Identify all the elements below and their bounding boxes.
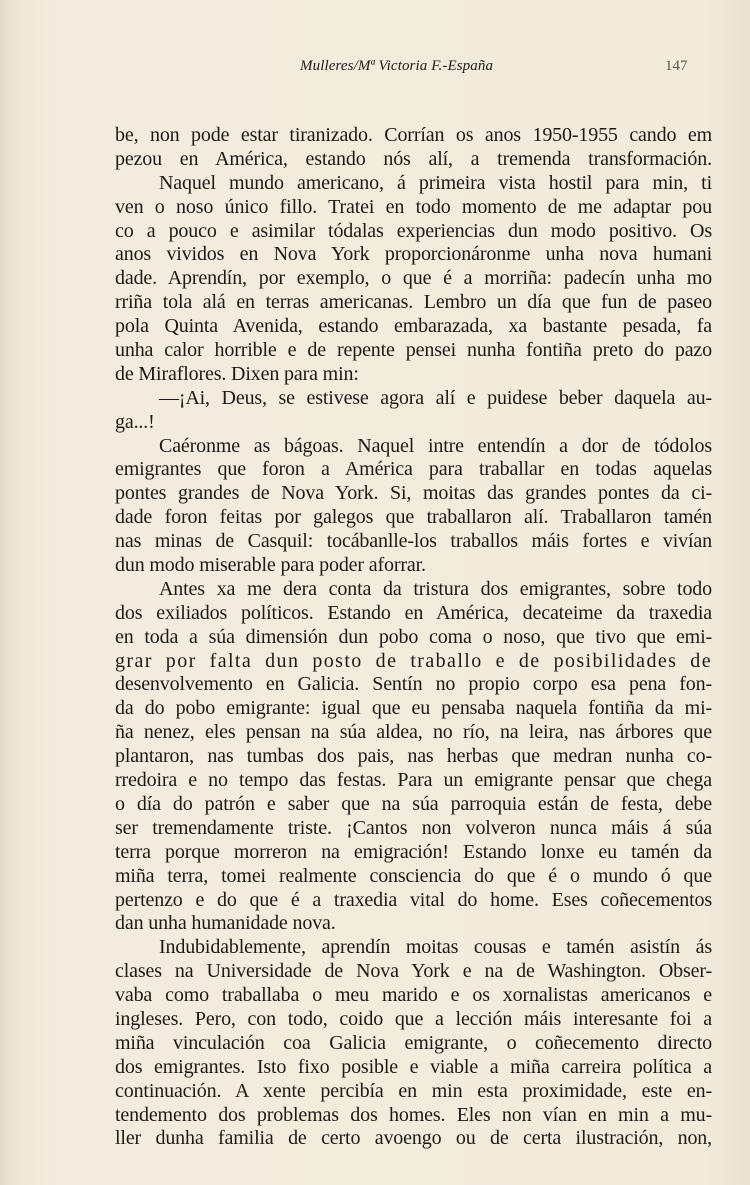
text-line: Antes xa me dera conta da tristura dos emigrantes, sobre todo <box>159 577 712 600</box>
text-line: pezou en América, estando nós alí, a tremenda transformación. <box>115 147 712 170</box>
text-line: desenvolvemento en Galicia. Sentín no propio corpo esa pena fon- <box>115 673 712 696</box>
text-line: en toda a súa dimensión dun pobo coma o noso, que tivo que emi- <box>115 625 712 648</box>
text-line: pontes grandes de Nova York. Si, moitas das grandes pontes da ci- <box>115 482 712 505</box>
text-line: grar por falta dun posto de traballo e de posibilidades de <box>115 649 712 672</box>
text-line: ga...! <box>115 410 155 433</box>
text-line: dos emigrantes. Isto fixo posible e viable a miña carreira política a <box>115 1055 712 1078</box>
text-line: continuación. A xente percibía en min esta proximidade, este en- <box>115 1079 712 1102</box>
text-line: dade foron feitas por galegos que traballaron alí. Traballaron tamén <box>115 506 712 529</box>
text-line: nas minas de Casquil: tocábanlle-los traballos máis fortes e vivían <box>115 530 712 553</box>
page-header <box>0 58 750 82</box>
text-line: unha calor horrible e de repente pensei nunha fontiña preto do pazo <box>115 339 712 362</box>
text-line: terra porque morreron na emigración! Estando lonxe eu tamén da <box>115 840 712 863</box>
text-line: ña nenez, eles pensan na súa aldea, no río, na leira, nas árbores que <box>115 721 712 744</box>
text-line: rredoira e no tempo das festas. Para un emigrante pensar que chega <box>115 769 712 792</box>
text-line: miña terra, tomei realmente consciencia do que é o mundo ó que <box>115 864 712 887</box>
text-line: pola Quinta Avenida, estando embarazada, xa bastante pesada, fa <box>115 315 712 338</box>
text-line: co a pouco e asimilar tódalas experiencias dun modo positivo. Os <box>115 219 712 242</box>
text-line: de Miraflores. Dixen para min: <box>115 362 359 385</box>
text-line: rriña tola alá en terras americanas. Lembro un día que fun de paseo <box>115 291 712 314</box>
text-line: anos vividos en Nova York proporcionáronme unha nova humani <box>115 243 712 266</box>
text-line: Naquel mundo americano, á primeira vista hostil para min, ti <box>159 171 712 194</box>
text-line: be, non pode estar tiranizado. Corrían os anos 1950-1955 cando em <box>115 124 712 146</box>
text-line: ingleses. Pero, con todo, coido que a lección máis interesante foi a <box>115 1007 712 1030</box>
text-line: emigrantes que foron a América para traballar en todas aquelas <box>115 458 712 481</box>
text-line: vaba como traballaba o meu marido e os xornalistas americanos e <box>115 984 712 1007</box>
running-title: Mulleres/Mª Victoria F.-España <box>300 58 494 74</box>
text-line: tendemento dos problemas dos homes. Eles non vían en min a mu- <box>115 1103 712 1126</box>
text-line: Caéronme as bágoas. Naquel intre entendín a dor de tódolos <box>159 434 712 457</box>
text-line: dun modo miserable para poder aforrar. <box>115 554 426 577</box>
text-line: ller dunha familia de certo avoengo ou de certa ilustración, non, <box>115 1127 712 1150</box>
text-line: plantaron, nas tumbas dos pais, nas herbas que medran nunha co- <box>115 745 712 768</box>
text-line: ven o noso único fillo. Tratei en todo momento de me adaptar pou <box>115 195 712 218</box>
text-line: ser tremendamente triste. ¡Cantos non volveron nunca máis á súa <box>115 816 712 839</box>
text-line: miña vinculación coa Galicia emigrante, o coñecemento directo <box>115 1031 712 1054</box>
text-line: pertenzo e do que é a traxedia vital do home. Eses coñecementos <box>115 888 712 911</box>
text-line: —¡Ai, Deus, se estivese agora alí e puidese beber daquela au- <box>159 386 712 409</box>
text-line: clases na Universidade de Nova York e na de Washington. Obser- <box>115 960 712 983</box>
text-line: o día do patrón e saber que na súa parroquia están de festa, debe <box>115 792 712 815</box>
text-line: dade. Aprendín, por exemplo, o que é a morriña: padecín unha mo <box>115 267 712 290</box>
body-text <box>115 124 712 1151</box>
page-number: 147 <box>665 58 688 74</box>
text-line: dos exiliados políticos. Estando en América, decateime da traxedia <box>115 601 712 624</box>
text-line: Indubidablemente, aprendín moitas cousas e tamén asistín ás <box>159 936 712 959</box>
text-line: da do pobo emigrante: igual que eu pensaba naquela fontiña da mi- <box>115 697 712 720</box>
text-line: dan unha humanidade nova. <box>115 912 336 935</box>
